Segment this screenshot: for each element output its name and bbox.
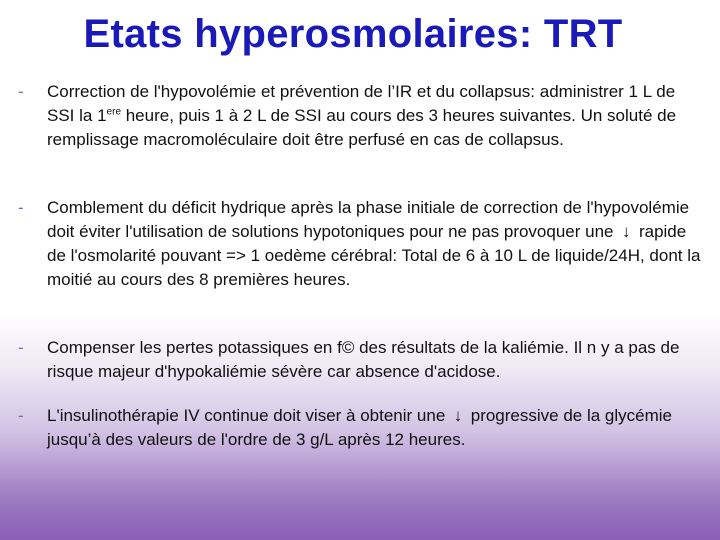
- bullet-text-part: progressive de la glycémie jusqu’à des valeurs de l'ordre de 3 g/L après 12 heures.: [47, 406, 672, 449]
- down-arrow-icon: ↓: [621, 222, 631, 241]
- bullet-marker: -: [18, 406, 24, 425]
- bullet-text-3: [47, 336, 707, 384]
- bullet-text-2: [47, 196, 707, 292]
- bullet-text-part: Comblement du déficit hydrique après la phase initiale de correction de l'hypovolémie doit éviter l'utilisation de solutions hypotoniques pour ne pas provoquer une: [47, 198, 690, 241]
- bullet-text-part: Compenser les pertes potassiques en f© des résultats de la kaliémie. Il n y a pas de risque majeur d'hypokaliémie sévère car absence d'acidose.: [47, 338, 680, 381]
- bullet-marker: -: [18, 82, 24, 101]
- down-arrow-icon: ↓: [453, 406, 463, 425]
- bullet-text-1: [47, 80, 707, 152]
- bullet-text-part: Correction de l'hypovolémie et prévention de l’IR et du collapsus: administrer 1 L de SSI la 1: [47, 82, 676, 125]
- bullet-text-4: [47, 404, 707, 452]
- bullet-text-part: L'insulinothérapie IV continue doit viser à obtenir une: [47, 406, 451, 425]
- bullet-text-part: rapide de l'osmolarité pouvant => 1 oedème cérébral: Total de 6 à 10 L de liquide/24H, dont la moitié au cours des 8 premières heures.: [47, 222, 701, 289]
- bullet-marker: -: [18, 338, 24, 357]
- bullet-text-part: heure, puis 1 à 2 L de SSI au cours des 3 heures suivantes. Un soluté de remplissage macromoléculaire doit être perfusé en cas de collapsus.: [47, 106, 677, 149]
- bullet-marker: -: [18, 198, 24, 217]
- superscript-ere: ere: [106, 106, 121, 118]
- slide-title: Etats hyperosmolaires: TRT: [83, 12, 623, 56]
